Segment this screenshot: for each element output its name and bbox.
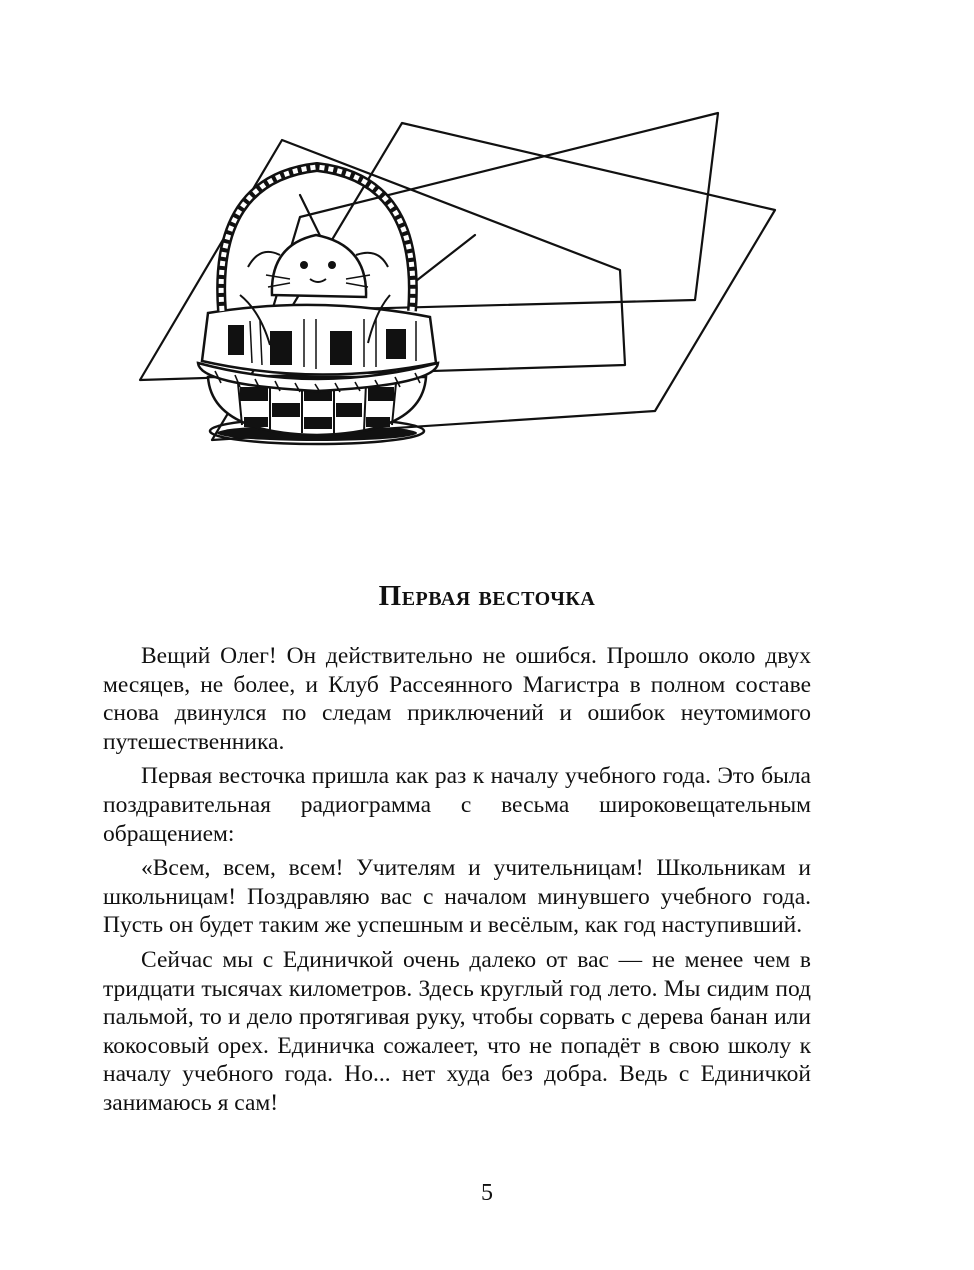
chapter-title: Первая весточка <box>378 580 596 612</box>
basket-illustration <box>120 95 800 515</box>
page-number: 5 <box>481 1180 493 1206</box>
paragraph: Первая весточка пришла как раз к началу учебного года. Это была поздравительная радиограмма с весьма широковещательным обращением: <box>103 763 811 847</box>
paragraph: Сейчас мы с Единичкой очень далеко от вас — не менее чем в тридцати тысячах километров. Здесь круглый год лето. Мы сидим под пальмой, то и дело протягивая руку, чтобы сорвать с дерева банан или кокосовый орех. Единичка сожалеет, что не попадёт в свою школу к началу учебного года. Но... нет худа без добра. Ведь с Единичкой занимаюсь я сам! <box>103 946 811 1116</box>
paragraph: Вещий Олег! Он действительно не ошибся. Прошло около двух месяцев, не более, и Клуб Рассеянного Магистра в полном составе снова двинулся по следам приключений и ошибок неутомимого путешественника. <box>103 643 811 755</box>
paragraph: «Всем, всем, всем! Учителям и учительницам! Школьникам и школьницам! Поздравляю вас с началом минувшего учебного года. Пусть он будет таким же успешным и весёлым, как год наступивший. <box>103 855 811 939</box>
body-text <box>103 642 811 1124</box>
